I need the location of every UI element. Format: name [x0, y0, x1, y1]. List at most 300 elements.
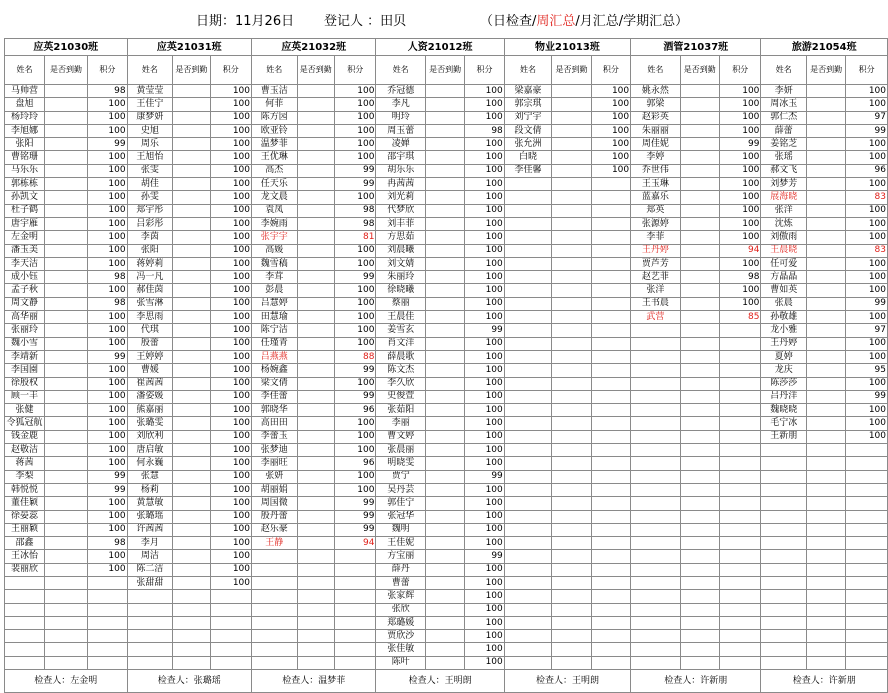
- attendance-cell[interactable]: [425, 630, 464, 643]
- attendance-cell[interactable]: [680, 510, 719, 523]
- attendance-cell[interactable]: [44, 350, 87, 363]
- attendance-cell[interactable]: [807, 417, 846, 430]
- attendance-cell[interactable]: [44, 497, 87, 510]
- attendance-cell[interactable]: [173, 430, 210, 443]
- attendance-cell[interactable]: [173, 550, 210, 563]
- attendance-cell[interactable]: [44, 576, 87, 589]
- attendance-cell[interactable]: [680, 111, 719, 124]
- attendance-cell[interactable]: [680, 178, 719, 191]
- attendance-cell[interactable]: [44, 390, 87, 403]
- attendance-cell[interactable]: [807, 510, 846, 523]
- attendance-cell[interactable]: [552, 417, 591, 430]
- attendance-cell[interactable]: [807, 656, 846, 669]
- attendance-cell[interactable]: [807, 350, 846, 363]
- attendance-cell[interactable]: [680, 497, 719, 510]
- attendance-cell[interactable]: [680, 523, 719, 536]
- attendance-cell[interactable]: [173, 231, 210, 244]
- attendance-cell[interactable]: [173, 630, 210, 643]
- attendance-cell[interactable]: [173, 324, 210, 337]
- attendance-cell[interactable]: [297, 324, 334, 337]
- attendance-cell[interactable]: [425, 497, 464, 510]
- attendance-cell[interactable]: [807, 164, 846, 177]
- attendance-cell[interactable]: [44, 404, 87, 417]
- attendance-cell[interactable]: [807, 337, 846, 350]
- attendance-cell[interactable]: [680, 457, 719, 470]
- attendance-cell[interactable]: [297, 590, 334, 603]
- attendance-cell[interactable]: [297, 138, 334, 151]
- attendance-cell[interactable]: [173, 164, 210, 177]
- attendance-cell[interactable]: [552, 643, 591, 656]
- attendance-cell[interactable]: [44, 85, 87, 98]
- attendance-cell[interactable]: [44, 231, 87, 244]
- attendance-cell[interactable]: [425, 656, 464, 669]
- attendance-cell[interactable]: [44, 271, 87, 284]
- attendance-cell[interactable]: [680, 151, 719, 164]
- attendance-cell[interactable]: [173, 85, 210, 98]
- attendance-cell[interactable]: [807, 297, 846, 310]
- attendance-cell[interactable]: [425, 616, 464, 629]
- attendance-cell[interactable]: [297, 364, 334, 377]
- attendance-cell[interactable]: [425, 217, 464, 230]
- attendance-cell[interactable]: [552, 244, 591, 257]
- attendance-cell[interactable]: [552, 523, 591, 536]
- attendance-cell[interactable]: [425, 178, 464, 191]
- nav-week[interactable]: 周汇总: [536, 14, 576, 29]
- attendance-cell[interactable]: [297, 404, 334, 417]
- attendance-cell[interactable]: [425, 297, 464, 310]
- attendance-cell[interactable]: [680, 377, 719, 390]
- attendance-cell[interactable]: [297, 297, 334, 310]
- attendance-cell[interactable]: [173, 350, 210, 363]
- attendance-cell[interactable]: [807, 231, 846, 244]
- attendance-cell[interactable]: [552, 151, 591, 164]
- attendance-cell[interactable]: [680, 404, 719, 417]
- attendance-cell[interactable]: [680, 284, 719, 297]
- attendance-cell[interactable]: [807, 191, 846, 204]
- attendance-cell[interactable]: [173, 444, 210, 457]
- attendance-cell[interactable]: [297, 430, 334, 443]
- attendance-cell[interactable]: [173, 284, 210, 297]
- attendance-cell[interactable]: [680, 191, 719, 204]
- attendance-cell[interactable]: [297, 497, 334, 510]
- attendance-cell[interactable]: [173, 217, 210, 230]
- attendance-cell[interactable]: [425, 284, 464, 297]
- attendance-cell[interactable]: [552, 284, 591, 297]
- attendance-cell[interactable]: [425, 311, 464, 324]
- attendance-cell[interactable]: [552, 603, 591, 616]
- attendance-cell[interactable]: [807, 271, 846, 284]
- attendance-cell[interactable]: [680, 217, 719, 230]
- attendance-cell[interactable]: [44, 244, 87, 257]
- attendance-cell[interactable]: [807, 523, 846, 536]
- attendance-cell[interactable]: [297, 271, 334, 284]
- attendance-cell[interactable]: [807, 204, 846, 217]
- attendance-cell[interactable]: [44, 603, 87, 616]
- attendance-cell[interactable]: [297, 178, 334, 191]
- attendance-cell[interactable]: [44, 124, 87, 137]
- attendance-cell[interactable]: [680, 364, 719, 377]
- attendance-cell[interactable]: [807, 483, 846, 496]
- attendance-cell[interactable]: [807, 616, 846, 629]
- attendance-cell[interactable]: [807, 217, 846, 230]
- attendance-cell[interactable]: [680, 271, 719, 284]
- attendance-cell[interactable]: [44, 483, 87, 496]
- attendance-cell[interactable]: [297, 417, 334, 430]
- attendance-cell[interactable]: [44, 337, 87, 350]
- attendance-cell[interactable]: [425, 444, 464, 457]
- attendance-cell[interactable]: [173, 311, 210, 324]
- attendance-cell[interactable]: [44, 297, 87, 310]
- attendance-cell[interactable]: [552, 350, 591, 363]
- attendance-cell[interactable]: [173, 244, 210, 257]
- attendance-cell[interactable]: [807, 643, 846, 656]
- attendance-cell[interactable]: [44, 284, 87, 297]
- attendance-cell[interactable]: [173, 483, 210, 496]
- attendance-cell[interactable]: [552, 164, 591, 177]
- attendance-cell[interactable]: [44, 590, 87, 603]
- attendance-cell[interactable]: [173, 390, 210, 403]
- attendance-cell[interactable]: [44, 523, 87, 536]
- attendance-cell[interactable]: [173, 417, 210, 430]
- attendance-cell[interactable]: [44, 217, 87, 230]
- attendance-cell[interactable]: [425, 404, 464, 417]
- attendance-cell[interactable]: [425, 470, 464, 483]
- attendance-cell[interactable]: [425, 191, 464, 204]
- attendance-cell[interactable]: [297, 390, 334, 403]
- attendance-cell[interactable]: [807, 630, 846, 643]
- attendance-cell[interactable]: [425, 590, 464, 603]
- attendance-cell[interactable]: [425, 550, 464, 563]
- attendance-cell[interactable]: [425, 271, 464, 284]
- attendance-cell[interactable]: [807, 563, 846, 576]
- attendance-cell[interactable]: [297, 523, 334, 536]
- attendance-cell[interactable]: [297, 630, 334, 643]
- attendance-cell[interactable]: [680, 390, 719, 403]
- attendance-cell[interactable]: [425, 257, 464, 270]
- attendance-cell[interactable]: [173, 656, 210, 669]
- attendance-cell[interactable]: [297, 457, 334, 470]
- attendance-cell[interactable]: [680, 257, 719, 270]
- attendance-cell[interactable]: [680, 430, 719, 443]
- attendance-cell[interactable]: [297, 510, 334, 523]
- attendance-cell[interactable]: [807, 430, 846, 443]
- attendance-cell[interactable]: [425, 151, 464, 164]
- attendance-cell[interactable]: [173, 523, 210, 536]
- attendance-cell[interactable]: [552, 138, 591, 151]
- attendance-cell[interactable]: [297, 164, 334, 177]
- attendance-cell[interactable]: [44, 138, 87, 151]
- attendance-cell[interactable]: [44, 111, 87, 124]
- attendance-cell[interactable]: [552, 204, 591, 217]
- attendance-cell[interactable]: [173, 603, 210, 616]
- attendance-cell[interactable]: [44, 204, 87, 217]
- attendance-cell[interactable]: [173, 377, 210, 390]
- attendance-cell[interactable]: [552, 616, 591, 629]
- attendance-cell[interactable]: [44, 324, 87, 337]
- attendance-cell[interactable]: [680, 297, 719, 310]
- attendance-cell[interactable]: [44, 563, 87, 576]
- attendance-cell[interactable]: [173, 590, 210, 603]
- attendance-cell[interactable]: [425, 364, 464, 377]
- attendance-cell[interactable]: [552, 324, 591, 337]
- attendance-cell[interactable]: [680, 98, 719, 111]
- attendance-cell[interactable]: [807, 390, 846, 403]
- attendance-cell[interactable]: [173, 576, 210, 589]
- attendance-cell[interactable]: [425, 164, 464, 177]
- attendance-cell[interactable]: [297, 563, 334, 576]
- attendance-cell[interactable]: [425, 231, 464, 244]
- attendance-cell[interactable]: [173, 643, 210, 656]
- attendance-cell[interactable]: [425, 111, 464, 124]
- attendance-cell[interactable]: [297, 444, 334, 457]
- attendance-cell[interactable]: [807, 284, 846, 297]
- attendance-cell[interactable]: [297, 311, 334, 324]
- attendance-cell[interactable]: [44, 151, 87, 164]
- attendance-cell[interactable]: [425, 204, 464, 217]
- attendance-cell[interactable]: [680, 311, 719, 324]
- attendance-cell[interactable]: [807, 550, 846, 563]
- attendance-cell[interactable]: [297, 350, 334, 363]
- attendance-cell[interactable]: [680, 244, 719, 257]
- attendance-cell[interactable]: [44, 257, 87, 270]
- attendance-cell[interactable]: [552, 470, 591, 483]
- attendance-cell[interactable]: [807, 311, 846, 324]
- attendance-cell[interactable]: [44, 311, 87, 324]
- attendance-cell[interactable]: [552, 563, 591, 576]
- attendance-cell[interactable]: [552, 497, 591, 510]
- attendance-cell[interactable]: [297, 231, 334, 244]
- attendance-cell[interactable]: [552, 124, 591, 137]
- attendance-cell[interactable]: [552, 257, 591, 270]
- attendance-cell[interactable]: [297, 204, 334, 217]
- attendance-cell[interactable]: [297, 616, 334, 629]
- attendance-cell[interactable]: [44, 470, 87, 483]
- attendance-cell[interactable]: [680, 124, 719, 137]
- attendance-cell[interactable]: [44, 643, 87, 656]
- attendance-cell[interactable]: [680, 350, 719, 363]
- attendance-cell[interactable]: [552, 364, 591, 377]
- attendance-cell[interactable]: [44, 537, 87, 550]
- attendance-cell[interactable]: [552, 576, 591, 589]
- attendance-cell[interactable]: [680, 656, 719, 669]
- attendance-cell[interactable]: [173, 470, 210, 483]
- attendance-cell[interactable]: [44, 430, 87, 443]
- attendance-cell[interactable]: [552, 444, 591, 457]
- attendance-cell[interactable]: [680, 324, 719, 337]
- attendance-cell[interactable]: [807, 138, 846, 151]
- attendance-cell[interactable]: [44, 550, 87, 563]
- attendance-cell[interactable]: [680, 138, 719, 151]
- attendance-cell[interactable]: [807, 111, 846, 124]
- attendance-cell[interactable]: [552, 377, 591, 390]
- attendance-cell[interactable]: [425, 537, 464, 550]
- attendance-cell[interactable]: [425, 576, 464, 589]
- attendance-cell[interactable]: [807, 178, 846, 191]
- attendance-cell[interactable]: [297, 643, 334, 656]
- attendance-cell[interactable]: [807, 576, 846, 589]
- attendance-cell[interactable]: [552, 457, 591, 470]
- attendance-cell[interactable]: [425, 244, 464, 257]
- attendance-cell[interactable]: [552, 430, 591, 443]
- attendance-cell[interactable]: [297, 85, 334, 98]
- attendance-cell[interactable]: [173, 616, 210, 629]
- attendance-cell[interactable]: [807, 151, 846, 164]
- attendance-cell[interactable]: [680, 563, 719, 576]
- attendance-cell[interactable]: [173, 151, 210, 164]
- attendance-cell[interactable]: [552, 510, 591, 523]
- attendance-cell[interactable]: [297, 124, 334, 137]
- attendance-cell[interactable]: [807, 364, 846, 377]
- attendance-cell[interactable]: [173, 457, 210, 470]
- attendance-cell[interactable]: [552, 404, 591, 417]
- attendance-cell[interactable]: [173, 297, 210, 310]
- attendance-cell[interactable]: [44, 417, 87, 430]
- attendance-cell[interactable]: [552, 390, 591, 403]
- attendance-cell[interactable]: [297, 656, 334, 669]
- attendance-cell[interactable]: [552, 630, 591, 643]
- attendance-cell[interactable]: [552, 297, 591, 310]
- attendance-cell[interactable]: [552, 656, 591, 669]
- attendance-cell[interactable]: [680, 590, 719, 603]
- attendance-cell[interactable]: [552, 111, 591, 124]
- attendance-cell[interactable]: [680, 204, 719, 217]
- attendance-cell[interactable]: [552, 311, 591, 324]
- attendance-cell[interactable]: [425, 563, 464, 576]
- attendance-cell[interactable]: [680, 444, 719, 457]
- attendance-cell[interactable]: [173, 337, 210, 350]
- attendance-cell[interactable]: [552, 271, 591, 284]
- attendance-cell[interactable]: [173, 271, 210, 284]
- attendance-cell[interactable]: [297, 603, 334, 616]
- attendance-cell[interactable]: [297, 111, 334, 124]
- attendance-cell[interactable]: [297, 576, 334, 589]
- attendance-cell[interactable]: [44, 364, 87, 377]
- attendance-cell[interactable]: [680, 550, 719, 563]
- attendance-cell[interactable]: [807, 244, 846, 257]
- attendance-cell[interactable]: [425, 85, 464, 98]
- attendance-cell[interactable]: [807, 537, 846, 550]
- attendance-cell[interactable]: [297, 257, 334, 270]
- attendance-cell[interactable]: [807, 257, 846, 270]
- attendance-cell[interactable]: [552, 483, 591, 496]
- attendance-cell[interactable]: [425, 483, 464, 496]
- attendance-cell[interactable]: [807, 497, 846, 510]
- attendance-cell[interactable]: [173, 178, 210, 191]
- attendance-cell[interactable]: [680, 231, 719, 244]
- attendance-cell[interactable]: [425, 138, 464, 151]
- attendance-cell[interactable]: [297, 537, 334, 550]
- attendance-cell[interactable]: [552, 85, 591, 98]
- attendance-cell[interactable]: [297, 217, 334, 230]
- attendance-cell[interactable]: [173, 364, 210, 377]
- attendance-cell[interactable]: [425, 377, 464, 390]
- attendance-cell[interactable]: [807, 470, 846, 483]
- attendance-cell[interactable]: [425, 98, 464, 111]
- attendance-cell[interactable]: [44, 457, 87, 470]
- attendance-cell[interactable]: [297, 244, 334, 257]
- attendance-cell[interactable]: [297, 151, 334, 164]
- attendance-cell[interactable]: [552, 550, 591, 563]
- attendance-cell[interactable]: [44, 164, 87, 177]
- attendance-cell[interactable]: [680, 537, 719, 550]
- attendance-cell[interactable]: [173, 497, 210, 510]
- attendance-cell[interactable]: [680, 616, 719, 629]
- attendance-cell[interactable]: [425, 523, 464, 536]
- attendance-cell[interactable]: [297, 470, 334, 483]
- attendance-cell[interactable]: [552, 98, 591, 111]
- attendance-cell[interactable]: [44, 656, 87, 669]
- attendance-cell[interactable]: [425, 643, 464, 656]
- attendance-cell[interactable]: [44, 377, 87, 390]
- attendance-cell[interactable]: [807, 85, 846, 98]
- attendance-cell[interactable]: [680, 603, 719, 616]
- nav-day[interactable]: （日检查/: [480, 14, 537, 29]
- attendance-cell[interactable]: [173, 98, 210, 111]
- attendance-cell[interactable]: [44, 98, 87, 111]
- attendance-cell[interactable]: [44, 191, 87, 204]
- attendance-cell[interactable]: [552, 337, 591, 350]
- attendance-cell[interactable]: [44, 178, 87, 191]
- attendance-cell[interactable]: [425, 124, 464, 137]
- attendance-cell[interactable]: [173, 191, 210, 204]
- attendance-cell[interactable]: [680, 630, 719, 643]
- attendance-cell[interactable]: [680, 643, 719, 656]
- attendance-cell[interactable]: [173, 257, 210, 270]
- attendance-cell[interactable]: [807, 444, 846, 457]
- attendance-cell[interactable]: [173, 563, 210, 576]
- attendance-cell[interactable]: [807, 590, 846, 603]
- attendance-cell[interactable]: [680, 483, 719, 496]
- attendance-cell[interactable]: [44, 630, 87, 643]
- attendance-cell[interactable]: [297, 483, 334, 496]
- attendance-cell[interactable]: [552, 191, 591, 204]
- attendance-cell[interactable]: [297, 377, 334, 390]
- attendance-cell[interactable]: [173, 537, 210, 550]
- attendance-cell[interactable]: [680, 576, 719, 589]
- attendance-cell[interactable]: [425, 337, 464, 350]
- attendance-cell[interactable]: [807, 404, 846, 417]
- attendance-cell[interactable]: [173, 404, 210, 417]
- attendance-cell[interactable]: [807, 124, 846, 137]
- attendance-cell[interactable]: [425, 324, 464, 337]
- attendance-cell[interactable]: [425, 510, 464, 523]
- attendance-cell[interactable]: [807, 377, 846, 390]
- attendance-cell[interactable]: [552, 590, 591, 603]
- attendance-cell[interactable]: [297, 284, 334, 297]
- attendance-cell[interactable]: [425, 417, 464, 430]
- attendance-cell[interactable]: [680, 470, 719, 483]
- attendance-cell[interactable]: [680, 85, 719, 98]
- attendance-cell[interactable]: [173, 138, 210, 151]
- attendance-cell[interactable]: [173, 124, 210, 137]
- attendance-cell[interactable]: [425, 390, 464, 403]
- attendance-cell[interactable]: [44, 444, 87, 457]
- attendance-cell[interactable]: [297, 337, 334, 350]
- attendance-cell[interactable]: [425, 457, 464, 470]
- attendance-cell[interactable]: [680, 417, 719, 430]
- attendance-cell[interactable]: [680, 337, 719, 350]
- attendance-cell[interactable]: [425, 350, 464, 363]
- attendance-cell[interactable]: [297, 191, 334, 204]
- attendance-cell[interactable]: [807, 457, 846, 470]
- attendance-cell[interactable]: [297, 550, 334, 563]
- attendance-cell[interactable]: [425, 430, 464, 443]
- attendance-cell[interactable]: [173, 111, 210, 124]
- attendance-cell[interactable]: [552, 178, 591, 191]
- attendance-cell[interactable]: [173, 204, 210, 217]
- attendance-cell[interactable]: [44, 510, 87, 523]
- attendance-cell[interactable]: [807, 603, 846, 616]
